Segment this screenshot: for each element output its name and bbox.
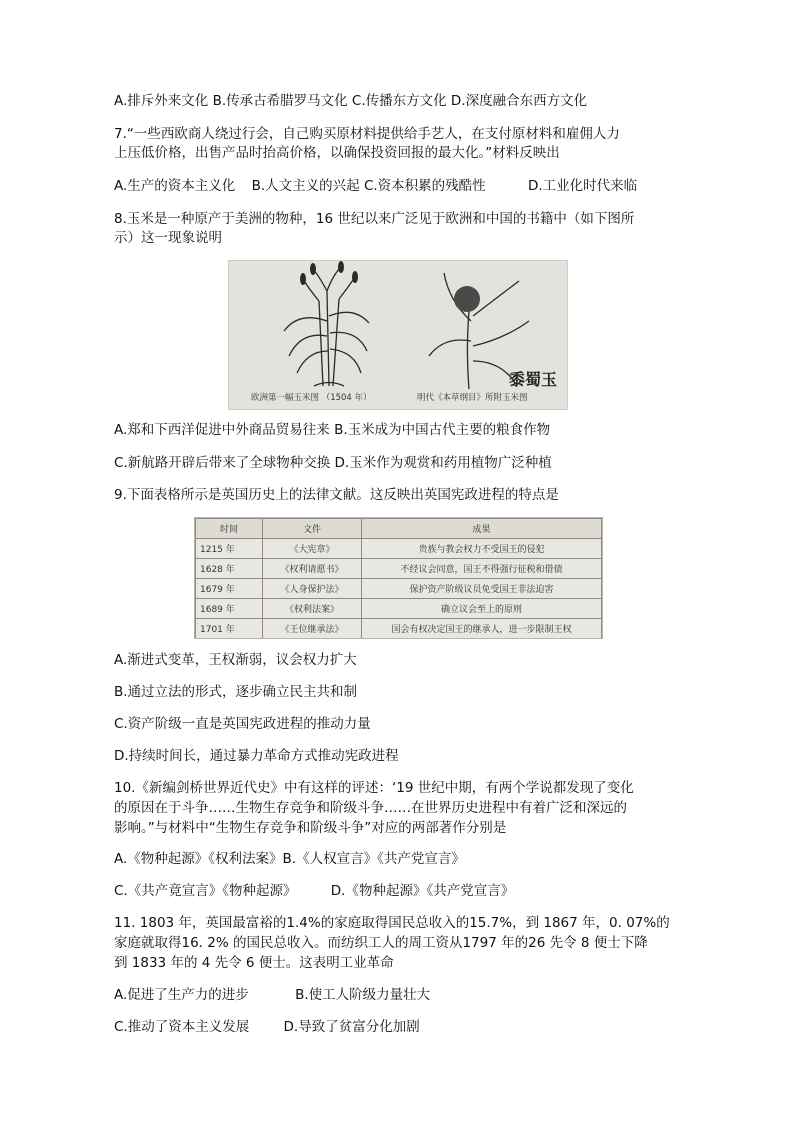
q8-stem-line1: 8.玉米是一种原产于美洲的物种，16 世纪以来广泛见于欧洲和中国的书籍中（如下图所 — [114, 211, 635, 227]
q7-option-d: D.工业化时代来临 — [527, 178, 638, 194]
q11-option-a: A.促进了生产力的进步 — [114, 987, 249, 1003]
corn-caption-right: 明代《本草纲目》所附玉米图 — [417, 393, 528, 403]
law-result: 保护资产阶级议员免受国王非法迫害 — [362, 579, 602, 599]
q10-options-cd — [114, 881, 514, 901]
table-row — [196, 599, 602, 619]
q10-options-ab: A.《物种起源》《权利法案》B.《人权宣言》《共产党宣言》 — [114, 851, 465, 867]
table-row — [196, 579, 602, 599]
q11-stem-line1: 11. 1803 年，英国最富裕的1.4%的家庭取得国民总收入的15.7%，到 1867 年，0. 07%的 — [114, 915, 670, 931]
q8-stem-line2: 示）这一现象说明 — [114, 230, 222, 246]
law-year: 1679 年 — [196, 579, 263, 599]
law-document: 《权利法案》 — [263, 599, 362, 619]
law-document: 《人身保护法》 — [263, 579, 362, 599]
table-row — [196, 559, 602, 579]
law-year: 1701 年 — [196, 619, 263, 639]
law-document: 《大宪章》 — [263, 539, 362, 559]
q11-stem-line2: 家庭就取得16. 2% 的国民总收入。而纺织工人的周工资从1797 年的26 先令 8 便士下降 — [114, 935, 648, 951]
law-year: 1628 年 — [196, 559, 263, 579]
q7-options — [114, 176, 637, 196]
q11-option-c: C.推动了资本主义发展 — [114, 1019, 250, 1035]
corn-caption-left: 欧洲第一幅玉米图 （1504 年） — [251, 393, 372, 403]
q10-stem-line2: 的原因在于斗争……生物生存竞争和阶级斗争……在世界历史进程中有着广泛和深远的 — [114, 800, 627, 816]
q11-options-ab — [114, 985, 430, 1005]
law-result: 贵族与教会权力不受国王的侵犯 — [362, 539, 602, 559]
law-year: 1215 年 — [196, 539, 263, 559]
ming-corn-flower — [454, 286, 480, 312]
law-year: 1689 年 — [196, 599, 263, 619]
q10-stem-line3: 影响。”与材料中“生物生存竞争和阶级斗争”对应的两部著作分别是 — [114, 820, 507, 836]
law-result: 确立议会至上的原则 — [362, 599, 602, 619]
corn-illustrations-figure — [228, 260, 568, 410]
corn-stamp-text: 黍蜀玉 — [509, 370, 558, 389]
q9-option-c: C.资产阶级一直是英国宪政进程的推动力量 — [114, 716, 371, 732]
law-result: 国会有权决定国王的继承人，进一步限制王权 — [362, 619, 602, 639]
english-law-table — [194, 517, 603, 639]
q10-stem-line1: 10.《新编剑桥世界近代史》中有这样的评述：‘19 世纪中期，有两个学说都发现了变化 — [114, 780, 634, 796]
law-document: 《王位继承法》 — [263, 619, 362, 639]
q11-option-b: B.使工人阶级力量壮大 — [295, 987, 431, 1003]
q7-stem-line1: 7.“一些西欧商人绕过行会，自己购买原材料提供给手艺人，在支付原材料和雇佣人力 — [114, 126, 620, 142]
law-table-header-time: 时间 — [196, 519, 263, 539]
q7-option-bc: B.人文主义的兴起 C.资本积累的残酷性 — [251, 178, 486, 194]
q11-stem-line3: 到 1833 年的 4 先令 6 便士。这表明工业革命 — [114, 955, 394, 971]
q8-options-ab: A.郑和下西洋促进中外商品贸易往来 B.玉米成为中国古代主要的粮食作物 — [114, 422, 551, 438]
q10-option-d: D.《物种起源》《共产党宣言》 — [330, 883, 515, 899]
law-table-header-row — [196, 519, 602, 539]
q11-option-d: D.导致了贫富分化加剧 — [283, 1019, 420, 1035]
law-table-header-document: 文件 — [263, 519, 362, 539]
law-document: 《权利请愿书》 — [263, 559, 362, 579]
q9-option-a: A.渐进式变革，王权渐弱，议会权力扩大 — [114, 652, 357, 668]
q7-stem-line2: 上压低价格，出售产品时抬高价格，以确保投资回报的最大化。”材料反映出 — [114, 145, 560, 161]
law-result: 不经议会同意，国王不得强行征税和借债 — [362, 559, 602, 579]
q7-option-a: A.生产的资本主义化 — [114, 178, 236, 194]
q10-option-c: C.《共产竟宣言》《物种起源》 — [114, 883, 297, 899]
q8-options-cd: C.新航路开辟后带来了全球物种交换 D.玉米作为观赏和药用植物广泛种植 — [114, 455, 552, 471]
q9-stem: 9.下面表格所示是英国历史上的法律文献。这反映出英国宪政进程的特点是 — [114, 487, 559, 503]
q9-option-b: B.通过立法的形式，逐步确立民主共和制 — [114, 684, 358, 700]
european-corn-plant-drawing — [284, 267, 369, 386]
law-table-header-result: 成果 — [362, 519, 602, 539]
q9-option-d: D.持续时间长，通过暴力革命方式推动宪政进程 — [114, 748, 399, 764]
q11-options-cd — [114, 1017, 420, 1037]
table-row — [196, 539, 602, 559]
table-row — [196, 619, 602, 639]
q6-options: A.排斥外来文化 B.传承古希腊罗马文化 C.传播东方文化 D.深度融合东西方文化 — [114, 93, 588, 109]
